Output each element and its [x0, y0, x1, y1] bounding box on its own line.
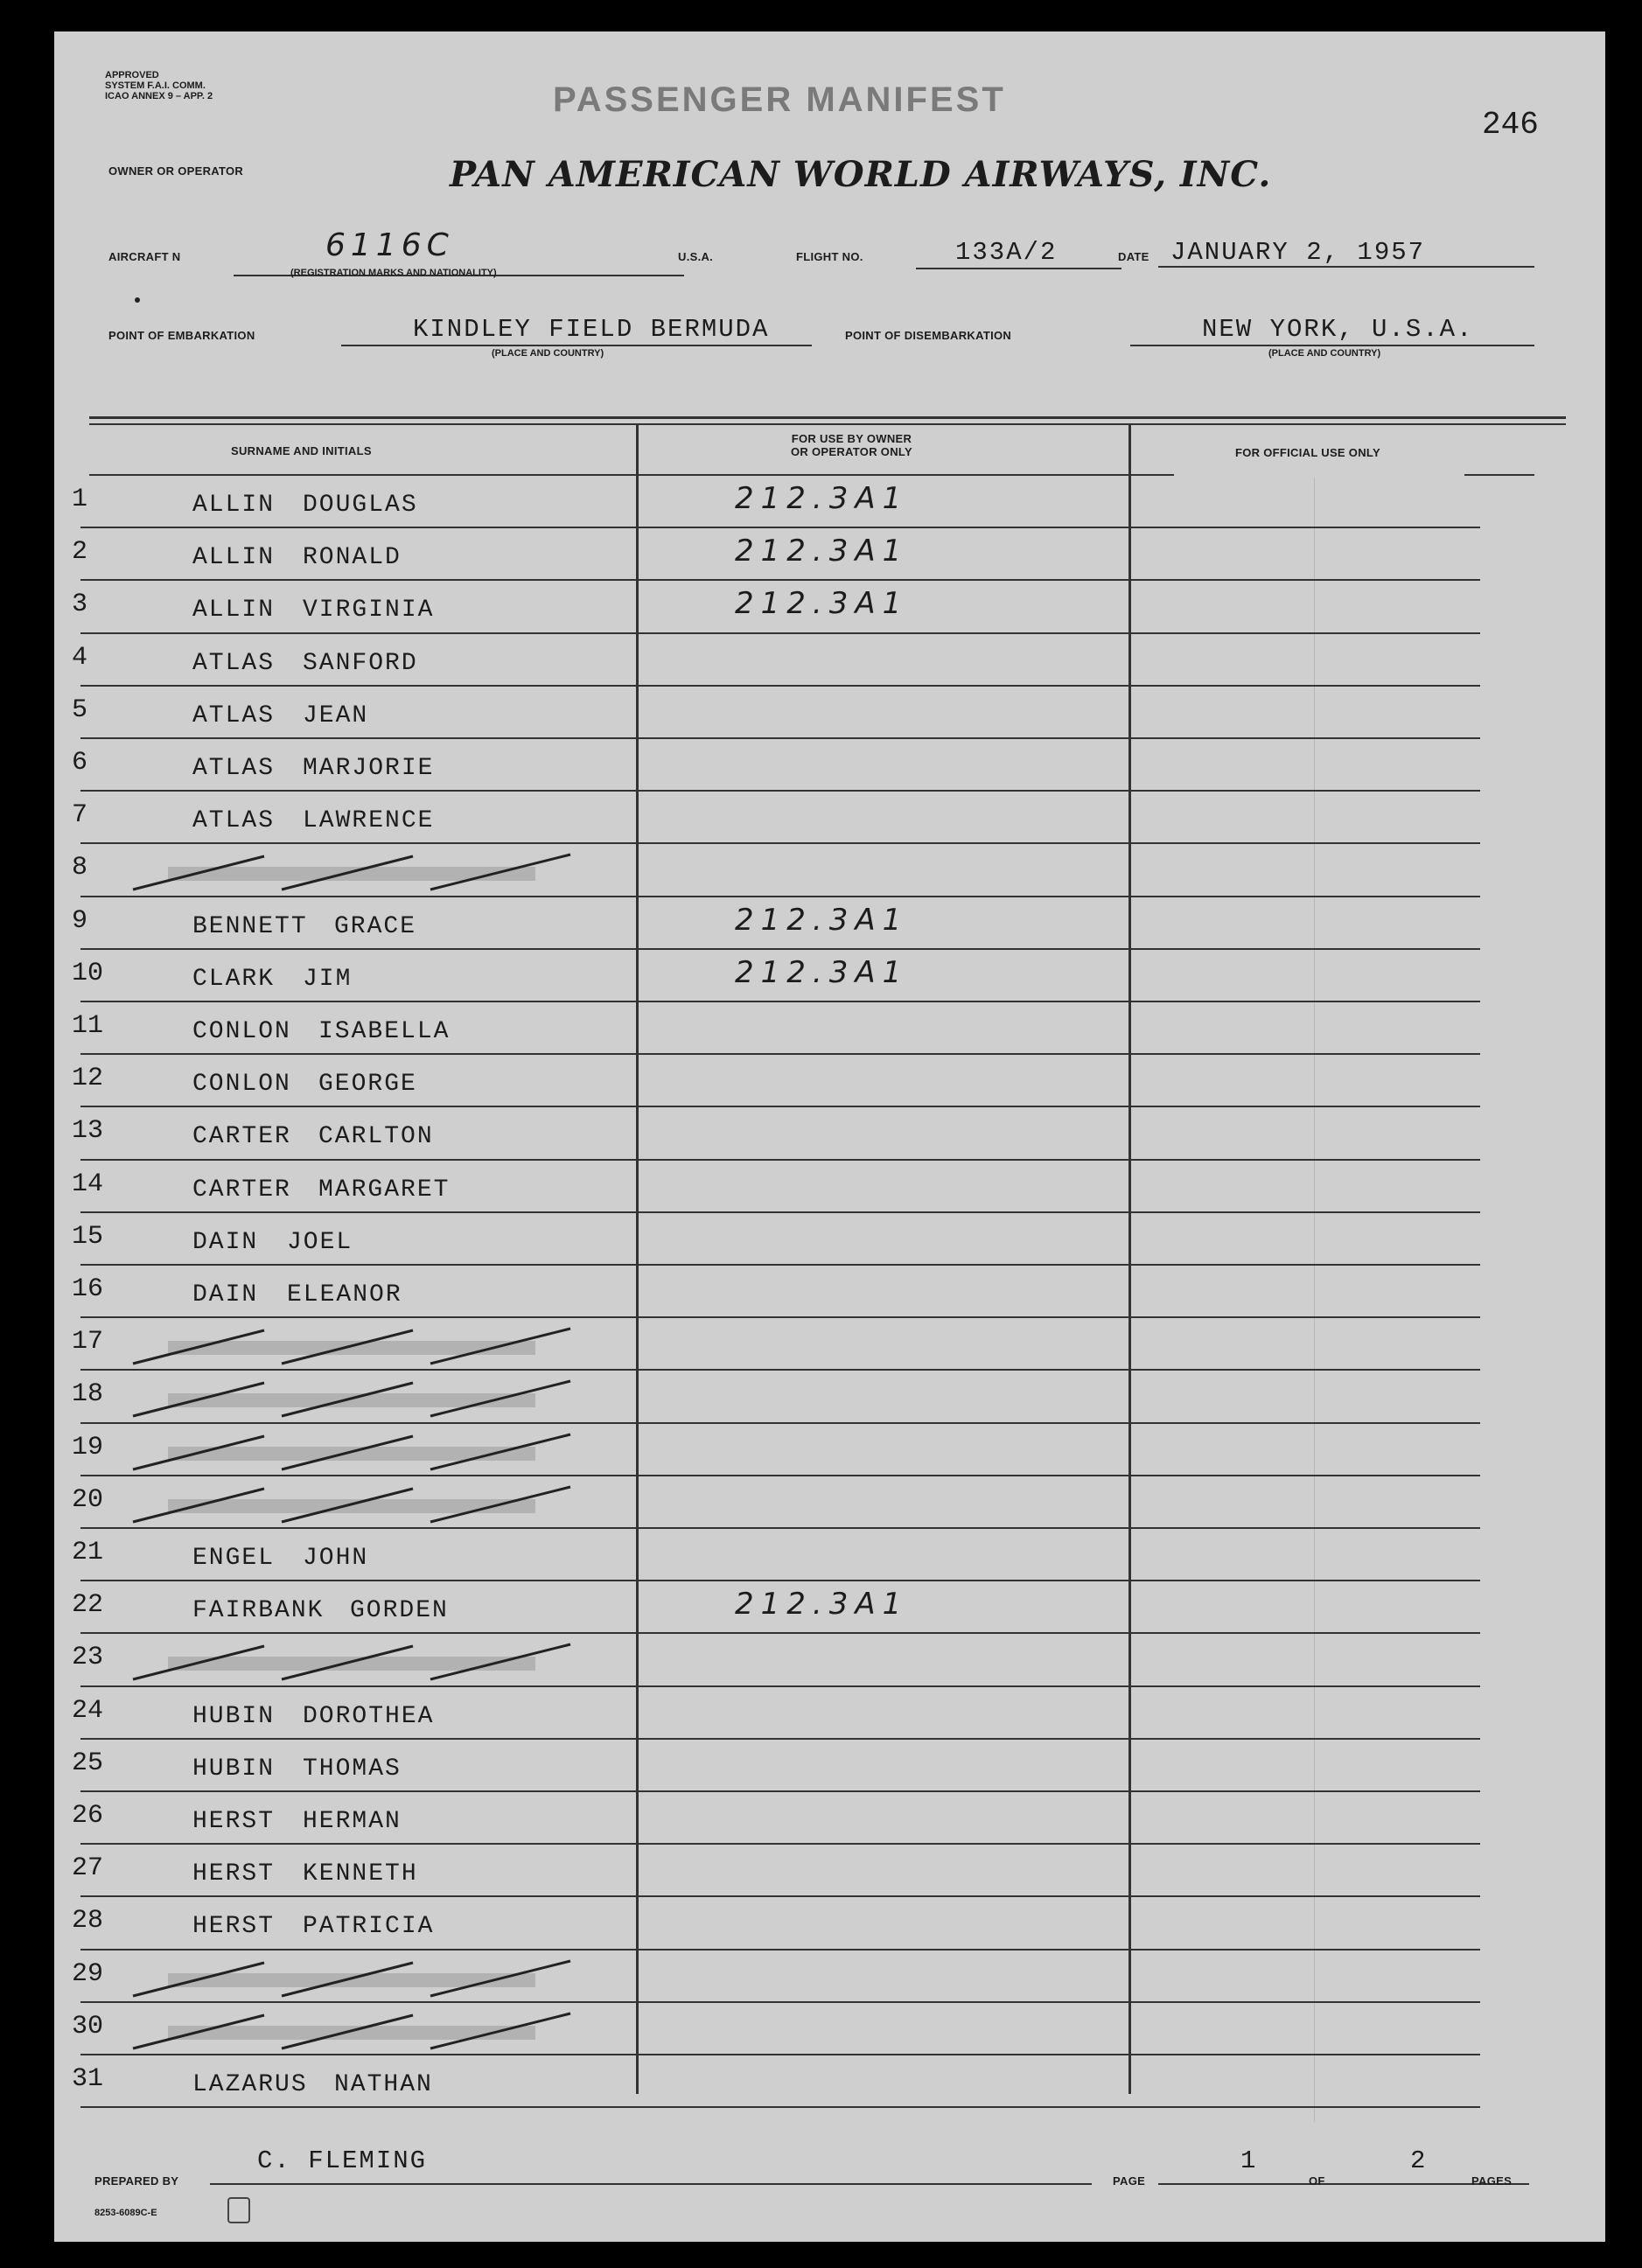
table-row — [54, 1636, 1605, 1688]
passenger-surname: ENGEL — [192, 1545, 276, 1572]
row-number: 30 — [72, 2011, 104, 2041]
row-rule — [80, 1949, 1480, 1950]
row-number: 27 — [72, 1853, 104, 1884]
row-number: 2 — [72, 537, 88, 568]
passenger-surname: FAIRBANK — [192, 1597, 325, 1625]
table-row — [54, 793, 1605, 846]
header-bottom-rule — [1464, 474, 1534, 476]
passenger-given-name: THOMAS — [303, 1755, 402, 1783]
disembarkation-place: NEW YORK, U.S.A. — [1202, 315, 1474, 344]
aircraft-number: 6116C — [325, 227, 454, 263]
table-row — [54, 1372, 1605, 1425]
operator-code: 212.3A1 — [735, 481, 909, 516]
redaction-marks — [115, 1431, 623, 1471]
row-rule — [80, 1316, 1480, 1318]
passenger-given-name: MARJORIE — [303, 755, 435, 782]
row-number: 5 — [72, 694, 88, 725]
pages-value: 2 — [1410, 2146, 1428, 2175]
row-rule — [80, 632, 1480, 634]
row-number: 8 — [72, 853, 88, 883]
printer-mark-icon — [227, 2197, 250, 2223]
row-rule — [80, 2054, 1480, 2055]
passenger-given-name: ELEANOR — [287, 1281, 402, 1308]
row-rule — [80, 685, 1480, 687]
row-rule — [80, 842, 1480, 844]
owner-use-column-header — [791, 432, 912, 458]
row-rule — [80, 1580, 1480, 1581]
table-row — [54, 846, 1605, 898]
passenger-given-name: GRACE — [334, 912, 417, 940]
row-number: 11 — [72, 1011, 104, 1041]
page-stamp-number: 246 — [1482, 107, 1539, 143]
passenger-given-name: GORDEN — [350, 1597, 449, 1625]
row-number: 12 — [72, 1064, 104, 1094]
passenger-surname: LAZARUS — [192, 2071, 308, 2098]
row-number: 3 — [72, 590, 88, 620]
approval-line: APPROVED — [105, 70, 159, 80]
table-row — [54, 530, 1605, 583]
redaction-marks — [115, 1378, 623, 1418]
passenger-surname: CLARK — [192, 965, 276, 993]
row-rule — [80, 948, 1480, 950]
table-row — [54, 1162, 1605, 1215]
flight-date: JANUARY 2, 1957 — [1170, 238, 1426, 267]
row-number: 22 — [72, 1590, 104, 1621]
passenger-surname: ALLIN — [192, 544, 276, 572]
passenger-given-name: JOHN — [303, 1545, 369, 1572]
approval-stamp — [105, 70, 213, 101]
table-row — [54, 2005, 1605, 2057]
passenger-given-name: DOUGLAS — [303, 492, 418, 519]
passenger-surname: ATLAS — [192, 649, 276, 677]
row-rule — [80, 1632, 1480, 1634]
row-number: 28 — [72, 1906, 104, 1937]
embarkation-place: KINDLEY FIELD BERMUDA — [413, 315, 770, 344]
row-rule — [80, 1159, 1480, 1161]
table-row — [54, 1109, 1605, 1162]
table-row — [54, 2057, 1605, 2110]
embarkation-sublabel: (PLACE AND COUNTRY) — [492, 348, 604, 359]
row-number: 17 — [72, 1327, 104, 1357]
passenger-given-name: JOEL — [287, 1228, 353, 1256]
passenger-surname: BENNETT — [192, 912, 308, 940]
passenger-given-name: SANFORD — [303, 649, 418, 677]
passenger-surname: ALLIN — [192, 492, 276, 519]
passenger-surname: HERST — [192, 1808, 276, 1835]
pages-label: PAGES — [1471, 2174, 1513, 2188]
approval-line: ICAO ANNEX 9 – APP. 2 — [105, 91, 213, 101]
row-rule — [80, 527, 1480, 528]
form-title: PASSENGER MANIFEST — [553, 80, 1006, 119]
aircraft-sublabel: (REGISTRATION MARKS AND NATIONALITY) — [290, 268, 497, 278]
row-number: 9 — [72, 905, 88, 936]
passenger-surname: ATLAS — [192, 701, 276, 729]
flight-underline — [916, 268, 1121, 269]
page-label: PAGE — [1113, 2174, 1146, 2188]
row-number: 31 — [72, 2064, 104, 2094]
row-number: 23 — [72, 1643, 104, 1673]
flight-number: 133A/2 — [955, 238, 1058, 267]
redaction-marks — [115, 1957, 623, 1998]
table-row — [54, 636, 1605, 688]
table-row — [54, 688, 1605, 741]
redaction-marks — [115, 1483, 623, 1524]
passenger-given-name: GEORGE — [318, 1071, 417, 1099]
redaction-marks — [115, 1641, 623, 1681]
passenger-surname: CONLON — [192, 1018, 291, 1045]
row-rule — [80, 2106, 1480, 2108]
row-rule — [80, 737, 1480, 739]
table-row — [54, 1267, 1605, 1320]
row-rule — [80, 1053, 1480, 1055]
row-number: 20 — [72, 1484, 104, 1515]
approval-line: SYSTEM F.A.I. COMM. — [105, 80, 206, 91]
table-row — [54, 1689, 1605, 1741]
passenger-surname: ALLIN — [192, 597, 276, 625]
passenger-surname: DAIN — [192, 1228, 259, 1256]
redaction-marks — [115, 851, 623, 891]
table-row — [54, 1004, 1605, 1057]
country-label: U.S.A. — [678, 250, 714, 263]
table-row — [54, 1952, 1605, 2005]
passenger-given-name: ISABELLA — [318, 1018, 451, 1045]
table-row — [54, 1794, 1605, 1846]
row-rule — [80, 2001, 1480, 2003]
redaction-marks — [115, 1325, 623, 1365]
passenger-surname: CARTER — [192, 1123, 291, 1151]
table-row — [54, 1741, 1605, 1794]
row-number: 24 — [72, 1695, 104, 1726]
table-row — [54, 1478, 1605, 1531]
table-row — [54, 1899, 1605, 1951]
row-number: 14 — [72, 1169, 104, 1199]
row-rule — [80, 1106, 1480, 1107]
table-row — [54, 1846, 1605, 1899]
row-rule — [80, 1211, 1480, 1213]
table-row — [54, 899, 1605, 952]
table-top-rule — [89, 416, 1566, 419]
operator-code: 212.3A1 — [735, 1587, 909, 1622]
table-row — [54, 952, 1605, 1004]
date-label: DATE — [1118, 250, 1149, 263]
passenger-given-name: DOROTHEA — [303, 1702, 435, 1730]
manifest-sheet — [54, 31, 1605, 2242]
row-number: 19 — [72, 1432, 104, 1462]
flight-label: FLIGHT NO. — [796, 250, 863, 263]
row-rule — [80, 1475, 1480, 1476]
row-rule — [80, 1001, 1480, 1002]
passenger-given-name: JEAN — [303, 701, 369, 729]
row-rule — [80, 1264, 1480, 1266]
table-row — [54, 1583, 1605, 1636]
page-value: 1 — [1240, 2146, 1258, 2175]
operator-code: 212.3A1 — [735, 902, 909, 938]
row-number: 16 — [72, 1274, 104, 1304]
passenger-given-name: RONALD — [303, 544, 402, 572]
operator-code: 212.3A1 — [735, 586, 909, 622]
page-underline — [1158, 2183, 1356, 2185]
passenger-surname: DAIN — [192, 1281, 259, 1308]
operator-name: PAN AMERICAN WORLD AIRWAYS, INC. — [450, 154, 1272, 195]
table-row — [54, 1426, 1605, 1478]
passenger-surname: ATLAS — [192, 807, 276, 835]
aircraft-label: AIRCRAFT N — [108, 250, 181, 263]
row-number: 26 — [72, 1801, 104, 1831]
passenger-surname: CARTER — [192, 1176, 291, 1204]
row-number: 21 — [72, 1538, 104, 1567]
operator-code: 212.3A1 — [735, 954, 909, 990]
redaction-marks — [115, 2010, 623, 2050]
owner-use-header-line: OR OPERATOR ONLY — [791, 445, 912, 458]
embarkation-underline — [341, 345, 812, 346]
passenger-surname: HUBIN — [192, 1702, 276, 1730]
passenger-given-name: KENNETH — [303, 1860, 418, 1888]
row-rule — [80, 1738, 1480, 1740]
row-rule — [80, 1790, 1480, 1792]
row-rule — [80, 1527, 1480, 1529]
prepared-by-label: PREPARED BY — [94, 2174, 179, 2188]
passenger-surname: ATLAS — [192, 755, 276, 782]
row-rule — [80, 1895, 1480, 1897]
row-rule — [80, 1422, 1480, 1424]
table-row — [54, 1320, 1605, 1372]
row-number: 4 — [72, 642, 88, 673]
row-number: 1 — [72, 485, 88, 514]
row-number: 25 — [72, 1748, 104, 1778]
row-rule — [80, 896, 1480, 897]
passenger-given-name: NATHAN — [334, 2071, 433, 2098]
row-rule — [80, 790, 1480, 792]
row-number: 6 — [72, 748, 88, 778]
row-number: 7 — [72, 800, 88, 831]
passenger-given-name: CARLTON — [318, 1123, 434, 1151]
row-number: 18 — [72, 1379, 104, 1410]
disembarkation-sublabel: (PLACE AND COUNTRY) — [1268, 348, 1381, 359]
passenger-surname: HUBIN — [192, 1755, 276, 1783]
prepared-by-name: C. FLEMING — [257, 2146, 428, 2175]
passenger-given-name: HERMAN — [303, 1808, 402, 1835]
table-row — [54, 1057, 1605, 1109]
table-top-rule — [89, 423, 1566, 425]
passenger-given-name: JIM — [303, 965, 353, 993]
row-rule — [80, 1369, 1480, 1371]
owner-label: OWNER OR OPERATOR — [108, 164, 244, 178]
row-rule — [80, 1843, 1480, 1845]
table-row — [54, 583, 1605, 635]
owner-use-header-line: FOR USE BY OWNER — [791, 432, 912, 445]
passenger-surname: HERST — [192, 1860, 276, 1888]
names-column-header: SURNAME AND INITIALS — [231, 444, 372, 457]
passenger-surname: HERST — [192, 1913, 276, 1941]
row-rule — [80, 1685, 1480, 1687]
disembarkation-label: POINT OF DISEMBARKATION — [845, 329, 1012, 342]
passenger-given-name: VIRGINIA — [303, 597, 435, 625]
row-rule — [80, 579, 1480, 581]
passenger-given-name: LAWRENCE — [303, 807, 435, 835]
form-number: 8253-6089C-E — [94, 2208, 157, 2218]
row-number: 15 — [72, 1221, 104, 1252]
embarkation-label: POINT OF EMBARKATION — [108, 329, 255, 342]
header-bottom-rule — [89, 474, 1174, 476]
passenger-given-name: PATRICIA — [303, 1913, 435, 1941]
table-row — [54, 1215, 1605, 1267]
official-use-column-header: FOR OFFICIAL USE ONLY — [1235, 446, 1380, 459]
row-number: 13 — [72, 1116, 104, 1147]
prepared-by-underline — [210, 2183, 1092, 2185]
table-row — [54, 741, 1605, 793]
row-number: 29 — [72, 1958, 104, 1989]
row-number: 10 — [72, 958, 104, 988]
passenger-given-name: MARGARET — [318, 1176, 451, 1204]
passenger-surname: CONLON — [192, 1071, 291, 1099]
disembarkation-underline — [1130, 345, 1534, 346]
bullet-mark — [135, 297, 140, 303]
operator-code: 212.3A1 — [735, 534, 909, 569]
table-row — [54, 478, 1605, 530]
of-label: OF — [1309, 2174, 1325, 2188]
table-row — [54, 1531, 1605, 1583]
